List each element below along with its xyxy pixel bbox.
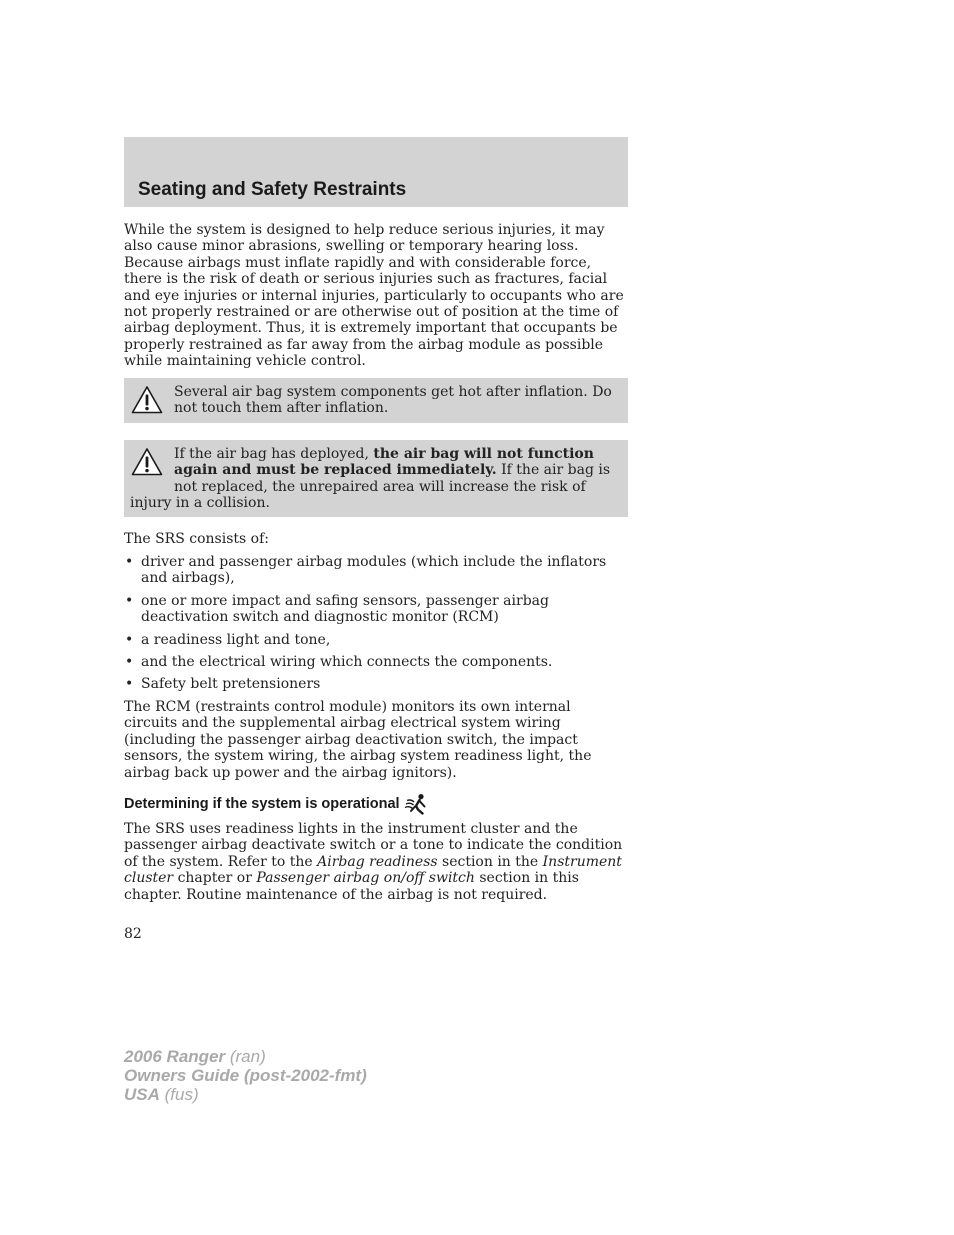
warning-text: Several air bag system components get hot after inflation. Do not touch them after inflation. — [174, 384, 612, 417]
page-number: 82 — [124, 926, 142, 942]
footer-guide-name: Owners Guide (post-2002-fmt) — [124, 1066, 367, 1085]
section-header-band — [124, 137, 628, 207]
bullet: • — [125, 631, 134, 648]
footer-line — [124, 1047, 367, 1066]
list-item-text: Safety belt pretensioners — [141, 676, 321, 693]
bullet: • — [125, 676, 134, 693]
airbag-icon — [404, 793, 428, 815]
list-item — [124, 654, 628, 670]
srs-component-list — [124, 554, 628, 699]
list-item — [124, 632, 628, 648]
list-item — [124, 593, 628, 626]
bullet: • — [125, 554, 134, 570]
srs-intro: The SRS consists of: — [124, 531, 269, 547]
warning-text-emphasis: the air bag will not function again and must be replaced immediately. — [174, 446, 594, 479]
paragraph-text: chapter or — [173, 870, 257, 887]
cross-reference-airbag-readiness: Airbag readiness — [317, 853, 438, 870]
bullet: • — [125, 592, 134, 609]
bullet: • — [125, 654, 134, 671]
list-item — [124, 554, 628, 587]
warning-text — [130, 446, 621, 512]
subheading-text: Determining if the system is operational — [124, 796, 400, 812]
rcm-paragraph: The RCM (restraints control module) monitors its own internal circuits and the supplemental airbag electrical system wiring (including the passenger airbag deactivation switch, the impact sensors, the system wiring, the airbag system readiness light, the airbag back up power and the airbag ignitors). — [124, 699, 592, 781]
cross-reference-passenger-airbag-switch: Passenger airbag on/off switch — [256, 870, 475, 887]
srs-readiness-paragraph — [124, 821, 628, 903]
footer-model-code: (ran) — [225, 1047, 266, 1066]
warning-box-deployed-airbag — [124, 440, 628, 517]
cross-reference-instrument-cluster: Instrument cluster — [124, 853, 622, 887]
footer-line — [124, 1066, 367, 1085]
document-footer — [124, 1047, 367, 1104]
list-item-text: driver and passenger airbag modules (which include the inflators and airbags), — [141, 554, 607, 587]
footer-market-code: (fus) — [159, 1085, 199, 1104]
list-item-text: a readiness light and tone, — [141, 631, 331, 648]
footer-market: USA — [124, 1085, 160, 1104]
warning-text-tail: If the air bag is not replaced, the unrepaired area will increase the risk of injury in a collision. — [130, 462, 611, 512]
warning-text-lead: If the air bag has deployed, — [174, 446, 374, 462]
section-title: Seating and Safety Restraints — [138, 179, 407, 200]
intro-paragraph: While the system is designed to help reduce serious injuries, it may also cause minor abrasions, swelling or temporary hearing loss. Because airbags must inflate rapidly and with considerable force, there is the risk of death or serious injuries such as fractures, facial and eye injuries or internal injuries, particularly to occupants who are not properly restrained or are otherwise out of position at the time of airbag deployment. Thus, it is extremely important that occupants be properly restrained as far away from the airbag module as possible while maintaining vehicle control. — [124, 222, 624, 370]
list-item-text: one or more impact and safing sensors, passenger airbag deactivation switch and diagnostic monitor (RCM) — [141, 592, 549, 626]
footer-line — [124, 1085, 367, 1104]
paragraph-text: The SRS uses readiness lights in the instrument cluster and the passenger airbag deactivate switch or a tone to indicate the condition of the system. Refer to the — [124, 821, 623, 870]
warning-triangle-icon — [131, 447, 163, 477]
list-item — [124, 676, 628, 692]
warning-box-hot-components — [124, 378, 628, 423]
list-item-text: and the electrical wiring which connects the components. — [141, 654, 553, 671]
warning-triangle-icon — [131, 385, 163, 415]
subheading-system-operational — [124, 793, 628, 815]
paragraph-text: section in the — [437, 853, 543, 870]
paragraph-text: section in this chapter. Routine maintenance of the airbag is not required. — [124, 870, 579, 903]
footer-model: 2006 Ranger — [124, 1047, 226, 1066]
